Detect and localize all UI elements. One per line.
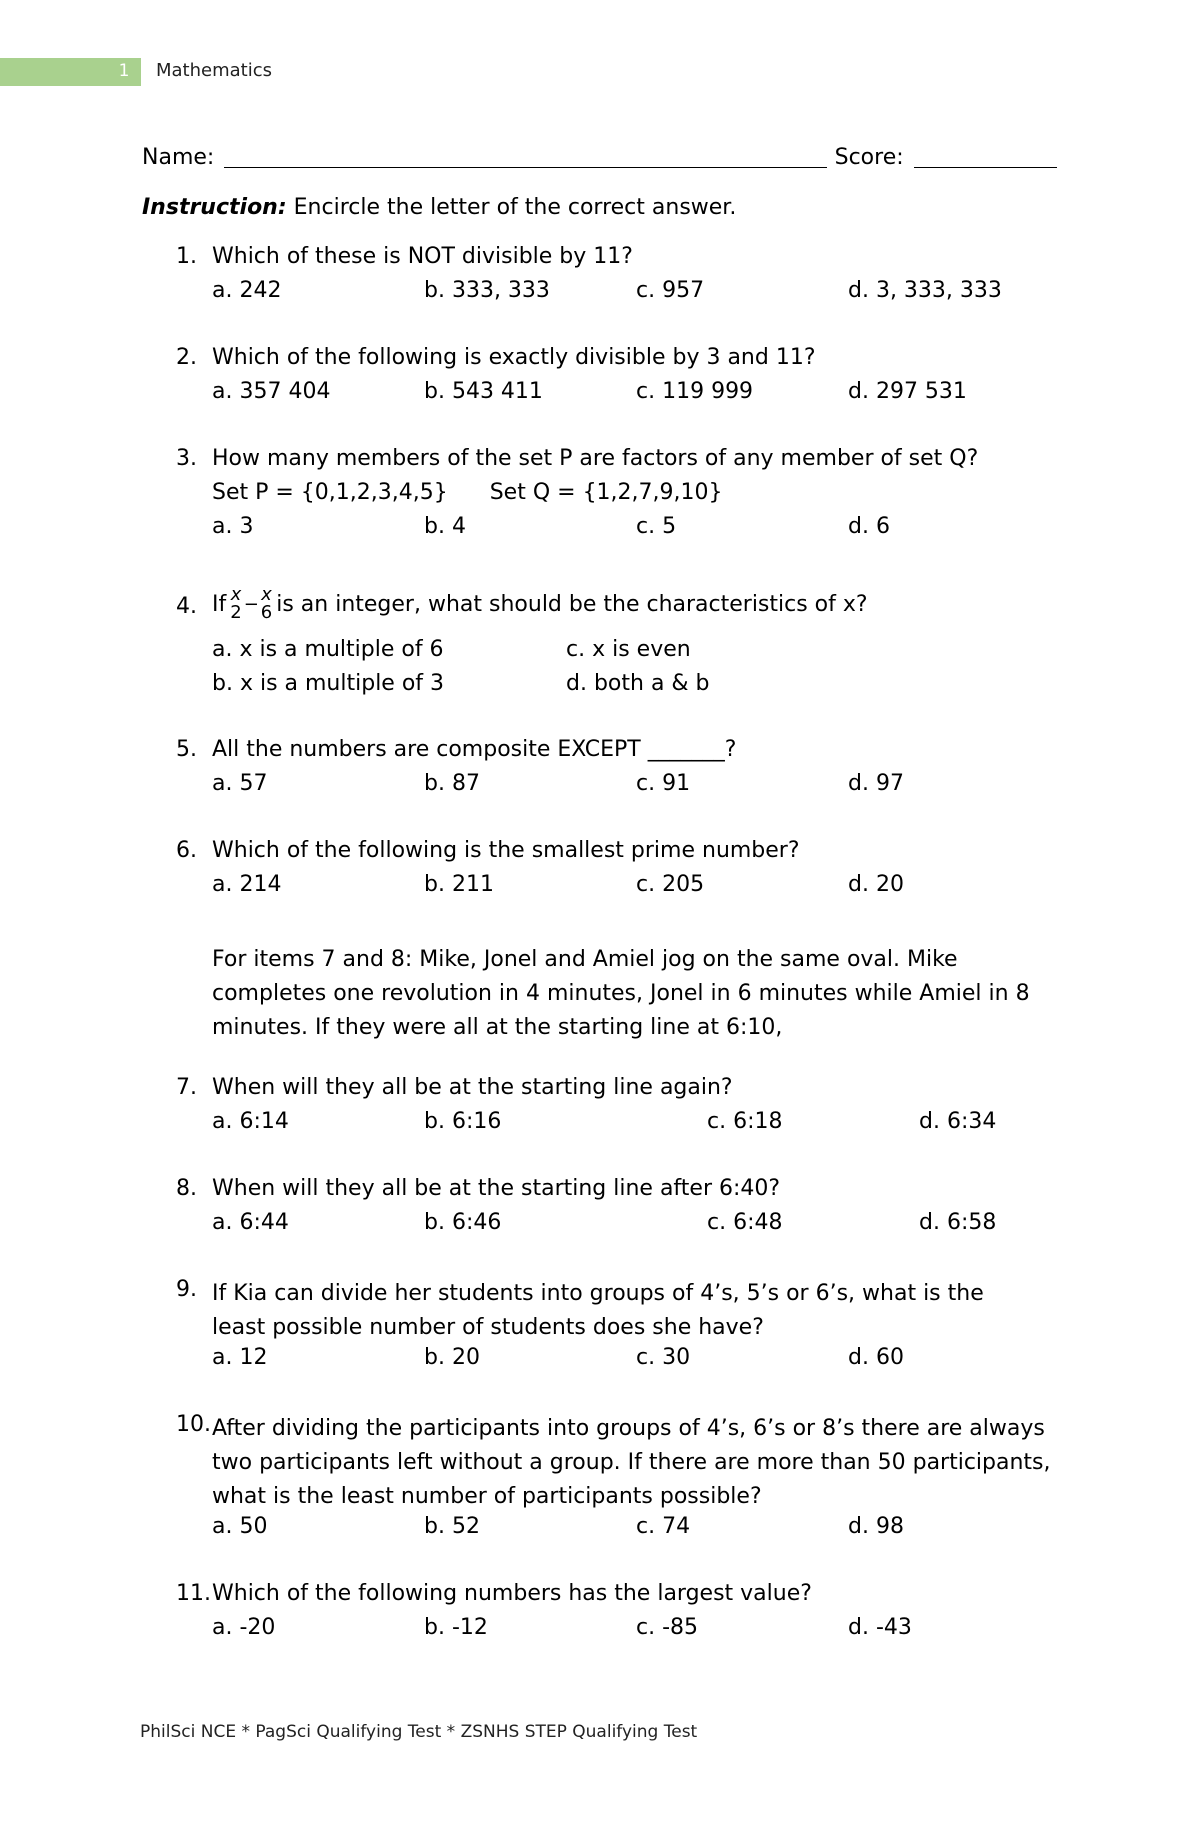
fraction-x-over-2: x 2 <box>230 584 242 623</box>
option-d[interactable]: d. 6:34 <box>919 1109 997 1134</box>
option-c[interactable]: c. 74 <box>636 1514 691 1539</box>
option-c[interactable]: c. 957 <box>636 278 705 303</box>
option-a[interactable]: a. -20 <box>212 1615 276 1640</box>
header-title: Mathematics <box>156 60 272 81</box>
score-field[interactable] <box>914 145 1057 168</box>
option-d[interactable]: d. -43 <box>848 1615 912 1640</box>
question-text: When will they all be at the starting line again? <box>212 1075 733 1100</box>
question-text: Which of the following is the smallest prime number? <box>212 838 800 863</box>
score-label: Score: <box>834 145 904 170</box>
option-a[interactable]: a. x is a multiple of 6 <box>212 637 444 662</box>
question-text <box>212 586 868 622</box>
question-number: 11. <box>176 1581 211 1606</box>
question-text: All the numbers are composite EXCEPT _______? <box>212 737 737 762</box>
option-b[interactable]: b. 6:46 <box>424 1210 502 1235</box>
name-score-line <box>142 145 1057 170</box>
option-b[interactable]: b. 333, 333 <box>424 278 550 303</box>
option-d[interactable]: d. 3, 333, 333 <box>848 278 1002 303</box>
option-c[interactable]: c. 6:18 <box>707 1109 783 1134</box>
question-number: 3. <box>176 446 197 471</box>
option-c[interactable]: c. -85 <box>636 1615 699 1640</box>
option-b[interactable]: b. 87 <box>424 771 480 796</box>
option-b[interactable]: b. 211 <box>424 872 494 897</box>
instruction-label: Instruction: <box>142 195 287 220</box>
option-a[interactable]: a. 6:44 <box>212 1210 289 1235</box>
option-b[interactable]: b. x is a multiple of 3 <box>212 671 445 696</box>
question-text: If Kia can divide her students into groups of 4’s, 5’s or 6’s, what is the least possible number of students does she have? <box>212 1281 984 1340</box>
set-definitions: Set P = {0,1,2,3,4,5} Set Q = {1,2,7,9,10} <box>212 480 723 505</box>
page-number: 1 <box>118 61 130 81</box>
question-number: 6. <box>176 838 197 863</box>
instruction-text: Encircle the letter of the correct answer. <box>286 195 737 220</box>
question-number: 1. <box>176 244 197 269</box>
question-number: 2. <box>176 345 197 370</box>
option-b[interactable]: b. 20 <box>424 1345 480 1370</box>
option-c[interactable]: c. 205 <box>636 872 705 897</box>
option-b[interactable]: b. 543 411 <box>424 379 543 404</box>
question-text: Which of these is NOT divisible by 11? <box>212 244 633 269</box>
option-b[interactable]: b. 4 <box>424 514 466 539</box>
question-number: 10. <box>176 1412 211 1437</box>
option-c[interactable]: c. x is even <box>566 637 691 662</box>
footer: PhilSci NCE * PagSci Qualifying Test * ZSNHS STEP Qualifying Test <box>140 1722 698 1742</box>
minus-sign: − <box>243 593 259 615</box>
name-field[interactable] <box>224 145 826 168</box>
option-a[interactable]: a. 214 <box>212 872 282 897</box>
question-number: 8. <box>176 1176 197 1201</box>
option-d[interactable]: d. 20 <box>848 872 904 897</box>
question-number: 4. <box>176 594 197 619</box>
option-d[interactable]: d. 98 <box>848 1514 904 1539</box>
option-d[interactable]: d. 60 <box>848 1345 904 1370</box>
option-a[interactable]: a. 57 <box>212 771 268 796</box>
option-b[interactable]: b. 6:16 <box>424 1109 502 1134</box>
option-c[interactable]: c. 119 999 <box>636 379 754 404</box>
question-text: Which of the following numbers has the largest value? <box>212 1581 812 1606</box>
question-text: When will they all be at the starting line after 6:40? <box>212 1176 781 1201</box>
option-d[interactable]: d. 6 <box>848 514 890 539</box>
option-c[interactable]: c. 6:48 <box>707 1210 783 1235</box>
question-text: After dividing the participants into groups of 4’s, 6’s or 8’s there are always two participants left without a group. If there are more than 50 participants, what is the least number of participants possible? <box>212 1416 1051 1509</box>
option-a[interactable]: a. 3 <box>212 514 254 539</box>
question-suffix: is an integer, what should be the characteristics of x? <box>276 591 868 617</box>
fraction-expression <box>230 586 272 622</box>
option-a[interactable]: a. 357 404 <box>212 379 331 404</box>
question-number: 5. <box>176 737 197 762</box>
option-a[interactable]: a. 242 <box>212 278 282 303</box>
option-c[interactable]: c. 5 <box>636 514 677 539</box>
name-label: Name: <box>142 145 215 170</box>
option-c[interactable]: c. 91 <box>636 771 691 796</box>
option-d[interactable]: d. both a & b <box>566 671 710 696</box>
option-d[interactable]: d. 97 <box>848 771 904 796</box>
option-b[interactable]: b. -12 <box>424 1615 488 1640</box>
option-d[interactable]: d. 297 531 <box>848 379 967 404</box>
passage-items-7-8: For items 7 and 8: Mike, Jonel and Amiel jog on the same oval. Mike completes one revolution in 4 minutes, Jonel in 6 minutes while Amiel in 8 minutes. If they were all at the starting line at 6:10, <box>212 947 1030 1040</box>
question-text: How many members of the set P are factors of any member of set Q? <box>212 446 979 471</box>
option-b[interactable]: b. 52 <box>424 1514 480 1539</box>
fraction-x-over-6: x 6 <box>260 584 273 623</box>
option-a[interactable]: a. 6:14 <box>212 1109 289 1134</box>
option-d[interactable]: d. 6:58 <box>919 1210 997 1235</box>
question-number: 7. <box>176 1075 197 1100</box>
question-text: Which of the following is exactly divisible by 3 and 11? <box>212 345 816 370</box>
instruction <box>142 195 736 220</box>
question-number: 9. <box>176 1277 197 1302</box>
option-c[interactable]: c. 30 <box>636 1345 691 1370</box>
option-a[interactable]: a. 50 <box>212 1514 268 1539</box>
option-a[interactable]: a. 12 <box>212 1345 268 1370</box>
question-prefix: If <box>212 591 227 617</box>
